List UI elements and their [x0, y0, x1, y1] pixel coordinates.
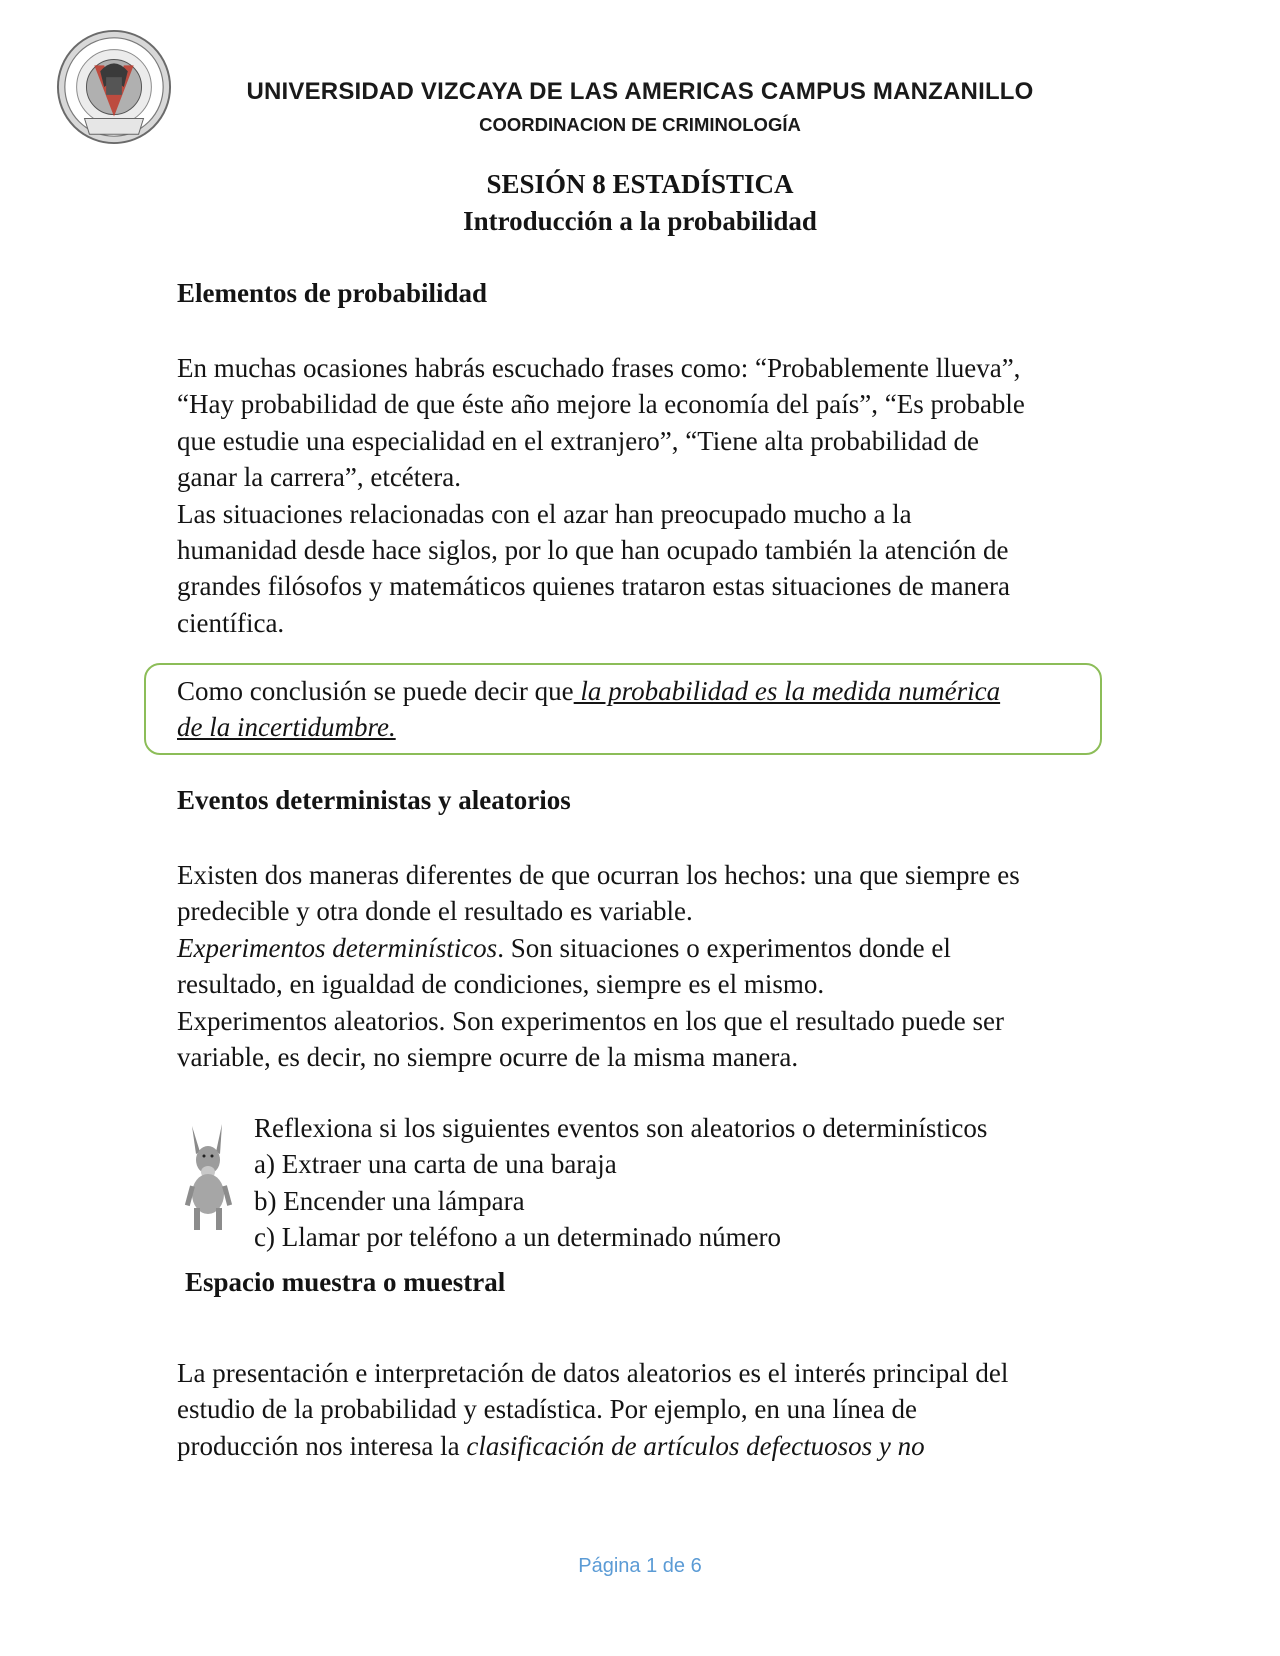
department-name: COORDINACION DE CRIMINOLOGÍA [479, 114, 801, 135]
paragraph-line: En muchas ocasiones habrás escuchado frases como: “Probablemente llueva”, [177, 353, 1021, 383]
list-item: c) Llamar por teléfono a un determinado número [254, 1222, 782, 1253]
heading-espacio-muestral: Espacio muestra o muestral [185, 1267, 506, 1297]
heading-eventos: Eventos deterministas y aleatorios [177, 785, 571, 815]
paragraph-line: ganar la carrera”, etcétera. [177, 462, 462, 493]
heading-elementos: Elementos de probabilidad [177, 278, 488, 308]
page-number: Página 1 de 6 [578, 1555, 702, 1577]
paragraph-line: que estudie una especialidad en el extranjero”, “Tiene alta probabilidad de [177, 425, 979, 456]
paragraph-line: científica. [177, 607, 285, 638]
paragraph-elementos [177, 350, 1107, 641]
paragraph-line: Experimentos aleatorios. Son experimentos en los que el resultado puede ser [177, 1005, 1005, 1036]
conclusion-emphasis: de la incertidumbre. [177, 712, 396, 743]
conclusion-prefix: Como conclusión se puede decir que [177, 676, 574, 706]
reflection-intro: Reflexiona si los siguientes eventos son aleatorios o determinísticos [254, 1113, 988, 1143]
paragraph-text: producción nos interesa la [177, 1430, 467, 1461]
session-subtitle: Introducción a la probabilidad [463, 206, 817, 236]
list-item: a) Extraer una carta de una baraja [254, 1149, 617, 1180]
donkey-icon [178, 1122, 242, 1232]
paragraph-eventos [177, 857, 1107, 1075]
paragraph-line: La presentación e interpretación de datos aleatorios es el interés principal del [177, 1358, 1009, 1388]
term-definition: . Son situaciones o experimentos donde el [497, 932, 951, 963]
italic-phrase: clasificación de artículos defectuosos y no [466, 1430, 925, 1461]
paragraph-line: predecible y otra donde el resultado es variable. [177, 896, 693, 927]
list-item: b) Encender una lámpara [254, 1185, 525, 1216]
institution-name: UNIVERSIDAD VIZCAYA DE LAS AMERICAS CAMPUS MANZANILLO [246, 78, 1034, 105]
paragraph-line: grandes filósofos y matemáticos quienes trataron estas situaciones de manera [177, 571, 1010, 602]
paragraph-line: Existen dos maneras diferentes de que ocurran los hechos: una que siempre es [177, 860, 1020, 890]
paragraph-line: humanidad desde hace siglos, por lo que han ocupado también la atención de [177, 535, 1009, 566]
reflection-list [254, 1110, 987, 1256]
paragraph-line [177, 1428, 1107, 1464]
paragraph-espacio-muestral [177, 1355, 1107, 1464]
conclusion-text [177, 673, 1000, 746]
paragraph-line: resultado, en igualdad de condiciones, siempre es el mismo. [177, 969, 825, 1000]
paragraph-line: Las situaciones relacionadas con el azar han preocupado mucho a la [177, 498, 912, 529]
term-deterministic: Experimentos determinísticos [177, 932, 498, 963]
paragraph-line: estudio de la probabilidad y estadística. Por ejemplo, en una línea de [177, 1394, 918, 1425]
session-title: SESIÓN 8 ESTADÍSTICA [486, 169, 794, 199]
paragraph-line: variable, es decir, no siempre ocurre de la misma manera. [177, 1042, 799, 1073]
paragraph-line [177, 930, 1107, 966]
paragraph-line: “Hay probabilidad de que éste año mejore la economía del país”, “Es probable [177, 389, 1025, 420]
conclusion-emphasis: la probabilidad es la medida numérica [573, 676, 1001, 706]
